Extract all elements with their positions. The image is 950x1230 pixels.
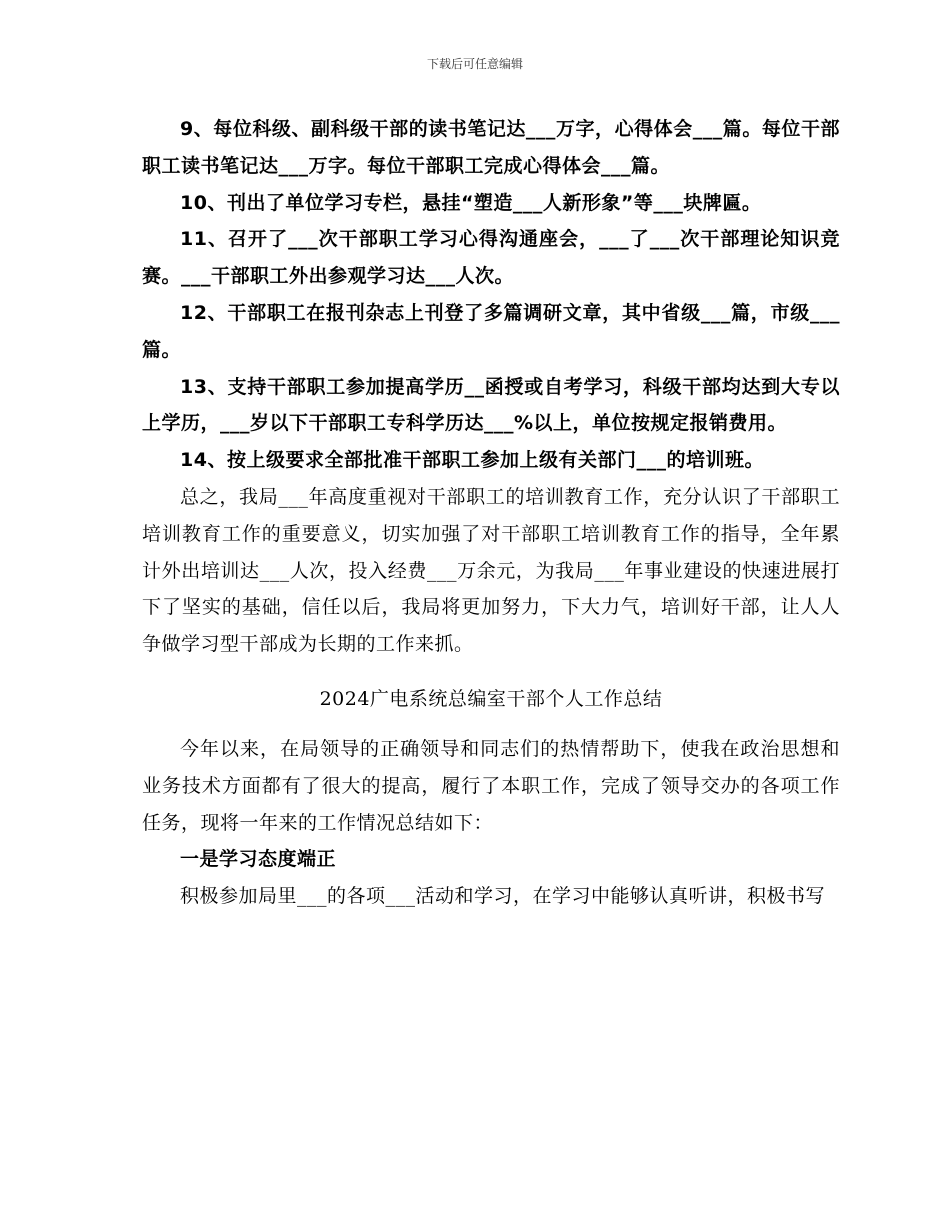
subheading: 一是学习态度端正: [180, 848, 337, 871]
list-item-10: 10、刊出了单位学习专栏，悬挂“塑造___人新形象”等___块牌匾。: [180, 191, 762, 214]
list-item-13: 13、支持干部职工参加提高学历__函授或自考学习，科级干部均达到大专以上学历，___岁以下干部职工专科学历达___%以上，单位按规定报销费用。: [142, 375, 840, 435]
list-item-12: 12、干部职工在报刊杂志上刊登了多篇调研文章，其中省级___篇，市级___篇。: [142, 301, 840, 361]
list-item-9: 9、每位科级、副科级干部的读书笔记达___万字，心得体会___篇。每位干部职工读书笔记达___万字。每位干部职工完成心得体会___篇。: [142, 118, 840, 177]
list-item-11: 11、召开了___次干部职工学习心得沟通座会，___了___次干部理论知识竞赛。___干部职工外出参观学习达___人次。: [142, 228, 840, 288]
document-body: [142, 111, 840, 915]
last-paragraph: 积极参加局里___的各项___活动和学习，在学习中能够认真听讲，积极书写: [180, 885, 826, 908]
conclusion-paragraph: 总之，我局___年高度重视对干部职工的培训教育工作，充分认识了干部职工培训教育工作的重要意义，切实加强了对干部职工培训教育工作的指导，全年累计外出培训达___人次，投入经费___万余元，为我局___年事业建设的快速进展打下了坚实的基础，信任以后，我局将更加努力，下大力气，培训好干部，让人人争做学习型干部成为长期的工作来抓。: [142, 485, 840, 656]
list-item-14: 14、按上级要求全部批准干部职工参加上级有关部门___的培训班。: [180, 449, 764, 472]
header-note: 下载后可任意编辑: [426, 57, 523, 71]
section-title: 2024广电系统总编室干部个人工作总结: [319, 687, 663, 710]
intro-paragraph: 今年以来，在局领导的正确领导和同志们的热情帮助下，使我在政治思想和业务技术方面都有了很大的提高，履行了本职工作，完成了领导交办的各项工作任务，现将一年来的工作情况总结如下：: [142, 737, 840, 834]
